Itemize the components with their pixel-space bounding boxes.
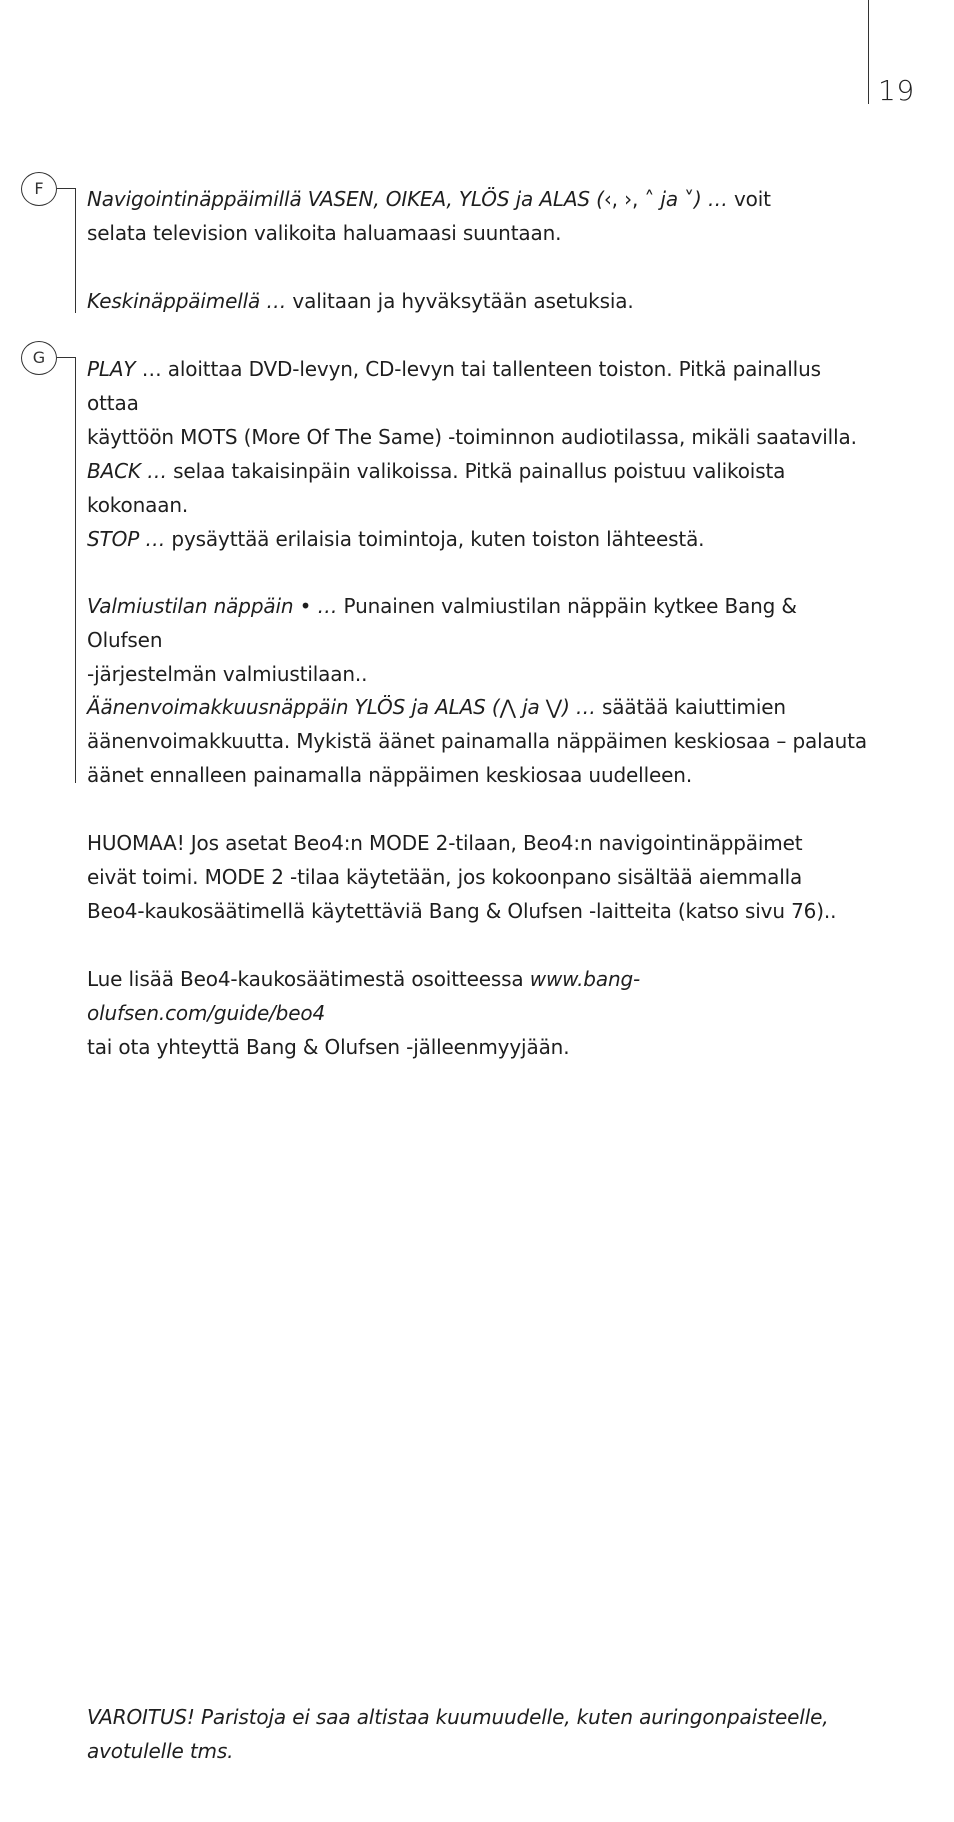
section-g-bracket: [75, 357, 76, 783]
stop-key-lead: STOP …: [87, 527, 166, 551]
mode-2-label: MODE 2: [369, 831, 449, 855]
mode-2-label: MODE 2: [204, 865, 284, 889]
volume-key-lead: Äänenvoimakkuusnäppäin YLÖS ja ALAS (⋀ ja ⋁) …: [87, 695, 596, 719]
volume-up-arrow-icon: ⋀: [499, 695, 516, 719]
standby-key-paragraph: Valmiustilan näppäin • … Punainen valmiustilan näppäin kytkee Bang & Olufsen -järjestelmän valmiustilaan..: [87, 594, 797, 686]
center-key-lead: Keskinäppäimellä …: [87, 289, 287, 313]
standby-key-lead: Valmiustilan näppäin • …: [87, 594, 338, 618]
nav-up-arrow-icon: ˄: [644, 187, 655, 211]
navigation-keys-lead: Navigointinäppäimillä VASEN, OIKEA, YLÖS ja ALAS (‹, ›, ˄ ja ˅) …: [87, 187, 728, 211]
volume-down-arrow-icon: ⋁: [545, 695, 563, 719]
section-marker-f: F: [21, 172, 57, 206]
page-number-rule: [868, 0, 869, 104]
play-key-paragraph: PLAY … aloittaa DVD-levyn, CD-levyn tai tallenteen toiston. Pitkä painallus ottaa käyttöön MOTS (More Of The Same) -toiminnon audiotilassa, mikäli saatavilla.: [87, 357, 857, 449]
page-number: 19: [878, 74, 915, 107]
section-f-bracket: [75, 188, 76, 313]
volume-key-paragraph: Äänenvoimakkuusnäppäin YLÖS ja ALAS (⋀ ja ⋁) … säätää kaiuttimien äänenvoimakkuutta. Mykistä äänet painamalla näppäimen keskiosaa – palauta äänet ennalleen painamalla näppäimen keskiosaa uudelleen.: [87, 695, 867, 787]
navigation-keys-paragraph: Navigointinäppäimillä VASEN, OIKEA, YLÖS ja ALAS (‹, ›, ˄ ja ˅) … voit selata television valikoita haluamaasi suuntaan.: [87, 187, 771, 245]
back-key-paragraph: BACK … selaa takaisinpäin valikoissa. Pitkä painallus poistuu valikoista kokonaan.: [87, 459, 786, 517]
guide-url: www.bang-olufsen.com/guide/beo4: [87, 967, 641, 1025]
center-key-paragraph: Keskinäppäimellä … valitaan ja hyväksytään asetuksia.: [87, 289, 634, 313]
section-marker-g: G: [21, 341, 57, 375]
back-key-lead: BACK …: [87, 459, 167, 483]
battery-warning: VAROITUS! Paristoja ei saa altistaa kuumuudelle, kuten auringonpaisteelle, avotulelle tms.: [87, 1705, 829, 1763]
more-info-paragraph: Lue lisää Beo4-kaukosäätimestä osoitteessa www.bang-olufsen.com/guide/beo4 tai ota yhteyttä Bang & Olufsen -jälleenmyyjään.: [87, 967, 641, 1059]
play-key-lead: PLAY: [87, 357, 136, 381]
section-f-tick: [57, 188, 75, 189]
section-g-tick: [57, 357, 75, 358]
mode-note-paragraph: HUOMAA! Jos asetat Beo4:n MODE 2-tilaan, Beo4:n navigointinäppäimet eivät toimi. MODE 2 -tilaa käytetään, jos kokoonpano sisältää aiemmalla Beo4-kaukosäätimellä käytettäviä Bang & Olufsen -laitteita (katso sivu 76)..: [87, 831, 837, 923]
nav-down-arrow-icon: ˅: [684, 187, 695, 211]
stop-key-paragraph: STOP … pysäyttää erilaisia toimintoja, kuten toiston lähteestä.: [87, 527, 705, 551]
